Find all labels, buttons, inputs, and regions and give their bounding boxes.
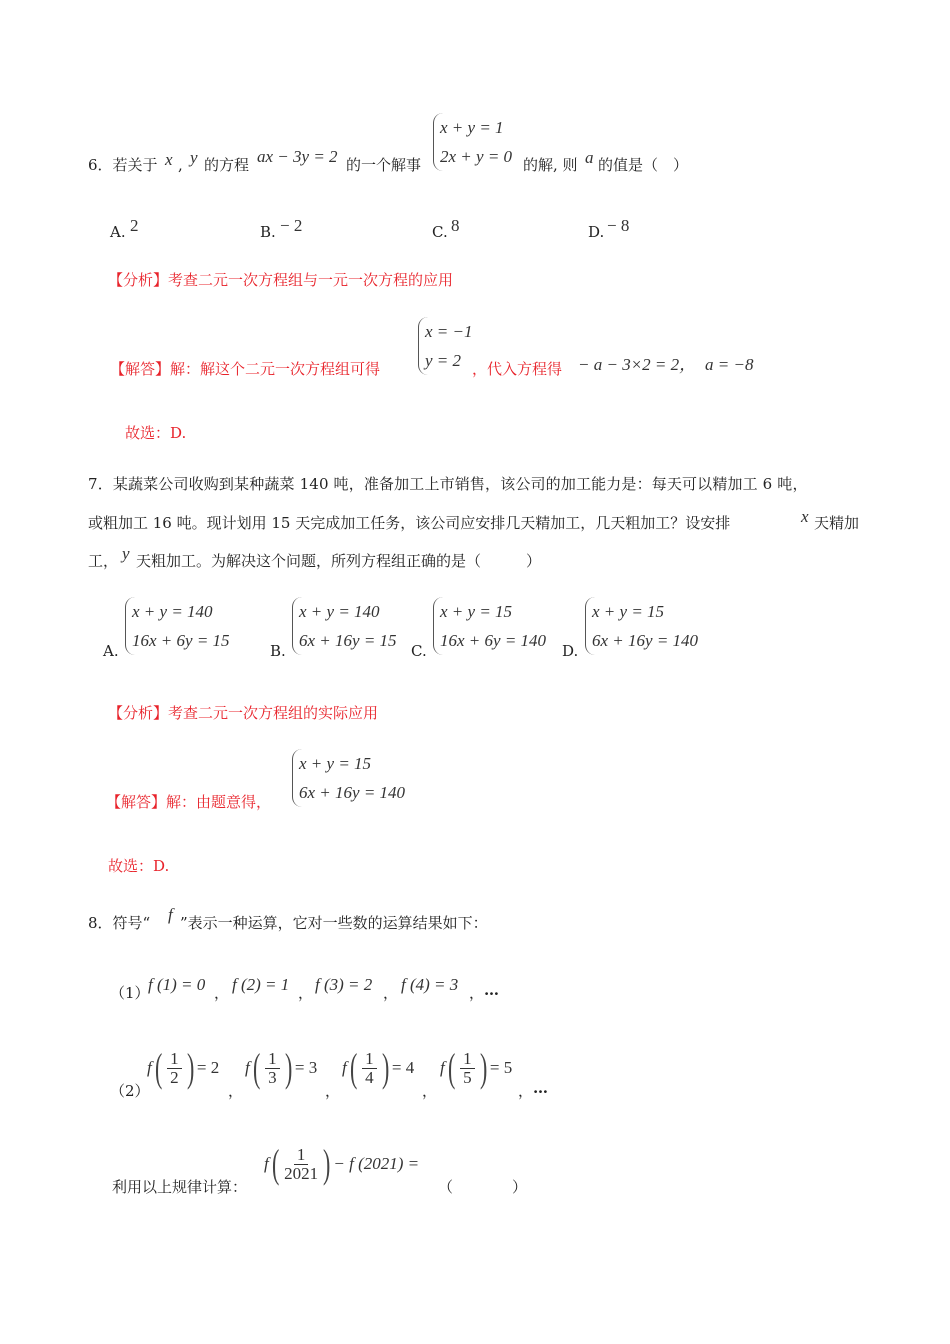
- q6-stem: 6．若关于: [88, 156, 158, 174]
- ellipsis: …: [484, 981, 499, 999]
- option-d-value: − 8: [607, 216, 630, 235]
- option-c-system: [433, 597, 546, 655]
- equation: 6x + 16y = 140: [592, 631, 699, 650]
- numerator: 1: [362, 1050, 377, 1069]
- part2-eq: f ( $\frac{1}{4}$ ) = 4: [342, 1045, 415, 1090]
- var-x: x: [165, 150, 173, 169]
- symbol-f: f: [168, 905, 173, 924]
- q8-stem: 8．符号“: [88, 914, 151, 932]
- q6-solution-system: [418, 317, 473, 375]
- option-c-value: 8: [451, 216, 460, 235]
- separator: ，: [214, 984, 230, 1002]
- option-b-value: − 2: [280, 216, 303, 235]
- q7-stem-line: 天粗加工。为解决这个问题，所列方程组正确的是（ ）: [136, 552, 542, 570]
- equation: 16x + 6y = 15: [132, 631, 230, 650]
- var-x: x: [801, 507, 809, 526]
- denominator: 3: [268, 1067, 277, 1087]
- option-a-value: 2: [130, 216, 139, 235]
- ellipsis: …: [533, 1079, 548, 1097]
- separator: ，: [325, 1082, 341, 1100]
- equation: x + y = 140: [299, 602, 380, 621]
- q7-stem-line: 或粗加工 16 吨。现计划用 15 天完成加工任务，该公司应安排几天精加工，几天粗加工？设安排: [88, 514, 731, 532]
- part1-eq: f (1) = 0: [148, 975, 206, 994]
- q7-stem-line: 7．某蔬菜公司收购到某种蔬菜 140 吨，准备加工上市销售，该公司的加工能力是：每天可以精加工 6 吨，: [88, 475, 808, 493]
- denominator: 4: [365, 1067, 374, 1087]
- separator: ，: [383, 984, 399, 1002]
- answer-paren-close: ）: [512, 1178, 528, 1196]
- option-b-label: B.: [260, 223, 276, 241]
- equation: x + y = 15: [592, 602, 665, 621]
- numerator: 1: [294, 1146, 309, 1165]
- option-d-label: D.: [562, 642, 579, 660]
- q6-solution-result: a = −8: [705, 355, 754, 374]
- value: = 2: [196, 1058, 220, 1077]
- option-b-label: B.: [270, 642, 286, 660]
- part2-eq: f ( $\frac{1}{2}$ ) = 2: [147, 1045, 220, 1090]
- q6-system: [433, 113, 512, 171]
- q6-equation: ax − 3y = 2: [257, 147, 338, 166]
- part2-eq: f ( $\frac{1}{3}$ ) = 3: [245, 1045, 318, 1090]
- q6-solution: 【解答】解：解这个二元一次方程组可得: [110, 360, 381, 378]
- q6-solution-text: ，代入方程得: [472, 360, 563, 378]
- option-c-label: C.: [432, 223, 448, 241]
- expression-rest: − f (2021) =: [333, 1154, 420, 1173]
- equation: y = 2: [425, 351, 462, 370]
- part1-eq: f (3) = 2: [315, 975, 373, 994]
- separator: ，: [298, 984, 314, 1002]
- denominator: 2: [170, 1067, 179, 1087]
- part1-label: （1）: [110, 984, 150, 1002]
- option-d-label: D.: [588, 223, 605, 241]
- equation: 2x + y = 0: [440, 147, 513, 166]
- equation: 6x + 16y = 15: [299, 631, 397, 650]
- separator: ，: [422, 1082, 438, 1100]
- q6-analysis: 【分析】考查二元一次方程组与一元一次方程的应用: [108, 271, 454, 289]
- q6-text: 的值是（ ）: [598, 156, 689, 174]
- option-b-system: [292, 597, 397, 655]
- numerator: 1: [265, 1050, 280, 1069]
- part2-label: （2）: [110, 1082, 150, 1100]
- option-a-label: A.: [110, 223, 126, 241]
- option-c-label: C.: [411, 642, 427, 660]
- denominator: 5: [463, 1067, 472, 1087]
- q7-solution-system: [292, 749, 405, 807]
- separator: ，: [469, 984, 485, 1002]
- equation: x + y = 15: [299, 754, 372, 773]
- option-a-label: A.: [103, 642, 119, 660]
- var-a: a: [585, 148, 594, 167]
- equation: x + y = 1: [440, 118, 504, 137]
- q7-stem-line: 工，: [88, 552, 119, 570]
- value: = 5: [489, 1058, 513, 1077]
- option-a-system: [125, 597, 230, 655]
- equation: x + y = 15: [440, 602, 513, 621]
- part1-eq: f (4) = 3: [401, 975, 459, 994]
- q6-solution-equation: − a − 3×2 = 2，: [578, 355, 697, 374]
- part2-eq: f ( $\frac{1}{5}$ ) = 5: [440, 1045, 513, 1090]
- equation: x = −1: [425, 322, 473, 341]
- q8-stem: ”表示一种运算，它对一些数的运算结果如下：: [180, 914, 488, 932]
- answer-paren-open: （: [438, 1178, 454, 1196]
- compute-label: 利用以上规律计算：: [112, 1178, 248, 1196]
- option-d-system: [585, 597, 698, 655]
- var-y: y: [122, 544, 130, 563]
- comma: ,: [178, 156, 183, 174]
- equation: x + y = 140: [132, 602, 213, 621]
- q6-text: 的一个解事: [346, 156, 422, 174]
- denominator: 2021: [284, 1163, 319, 1183]
- q7-solution: 【解答】解：由题意得，: [106, 793, 272, 811]
- value: = 3: [294, 1058, 318, 1077]
- q7-choice: 故选：D.: [108, 857, 170, 875]
- compute-expression: f ( $\frac{1}{2021}$ ) − f (2021) =: [264, 1141, 420, 1186]
- var-y: y: [190, 148, 198, 167]
- q6-choice: 故选：D.: [125, 424, 187, 442]
- q7-analysis: 【分析】考查二元一次方程组的实际应用: [108, 704, 379, 722]
- q7-stem-line: 天精加: [814, 514, 860, 532]
- q6-text: 的方程: [204, 156, 250, 174]
- separator: ，: [228, 1082, 244, 1100]
- q6-text: 的解, 则: [523, 156, 578, 174]
- equation: 16x + 6y = 140: [440, 631, 547, 650]
- value: = 4: [391, 1058, 415, 1077]
- equation: 6x + 16y = 140: [299, 783, 406, 802]
- numerator: 1: [460, 1050, 475, 1069]
- numerator: 1: [167, 1050, 182, 1069]
- part1-eq: f (2) = 1: [232, 975, 290, 994]
- separator: ，: [518, 1082, 534, 1100]
